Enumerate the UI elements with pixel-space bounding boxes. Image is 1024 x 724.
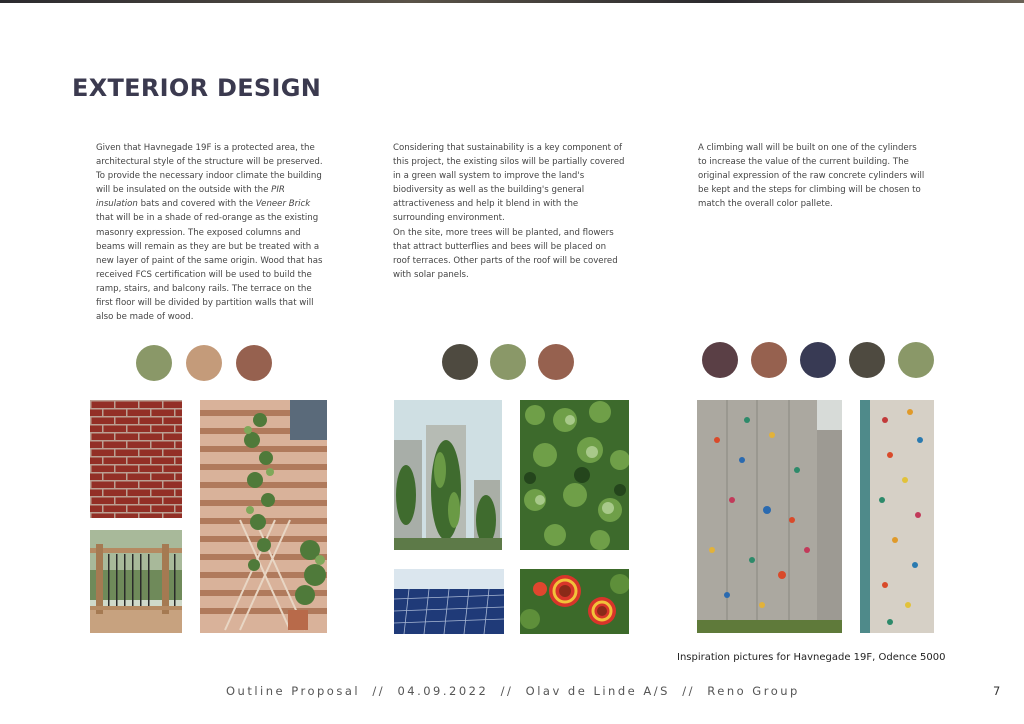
- footer-text: Outline Proposal // 04.09.2022 // Olav de Linde A/S // Reno Group: [226, 684, 800, 698]
- top-border: [0, 0, 1024, 3]
- emphasis-veneer-brick: Veneer Brick: [255, 199, 311, 210]
- text-span: Given that Havnegade 19F is a protected area, the architectural style of the structure will be preserved. To provide the necessary indoor climate the building will be insulated on the outside with the: [96, 143, 323, 196]
- wood-lattice-image: [200, 400, 327, 633]
- text-span: that will be in a shade of red-orange as the existing masonry expression. The exposed columns and beams will remain as they are but be treated with a new layer of paint of the same origin. Wood that has received FCS certification will be used to build the ramp, stairs, and balcony rails. The terrace on the first floor will be divided by partition walls that will also be made of wood.: [96, 213, 323, 323]
- page-number: 7: [993, 684, 1001, 698]
- text-column-climbing-wall: [698, 141, 928, 211]
- paragraph: Considering that sustainability is a key component of this project, the existing silos will be partially covered in a green wall system to improve the land's biodiversity as well as the building's general attractiveness and help it blend in with the surrounding environment.: [393, 143, 625, 224]
- text-column-sustainability: [393, 141, 625, 282]
- brick-wall-image: [90, 400, 182, 518]
- green-wall-image: [520, 400, 629, 550]
- paragraph: A climbing wall will be built on one of the cylinders to increase the value of the current building. The original expression of the raw concrete cylinders will be kept and the steps for climbing will be chosen to match the overall color pallete.: [698, 143, 925, 210]
- text-span: bats and covered with the: [137, 199, 256, 210]
- climbing-silo-image: [697, 400, 842, 633]
- color-swatch: [186, 345, 222, 381]
- emphasis-pir-insulation: PIR insulation: [96, 185, 285, 210]
- color-swatch: [898, 342, 934, 378]
- color-swatch: [442, 344, 478, 380]
- color-swatch: [236, 345, 272, 381]
- color-swatch: [849, 342, 885, 378]
- climbing-wall-detail-image: [860, 400, 934, 633]
- balcony-railing-image: [90, 530, 182, 633]
- text-column-insulation: [96, 141, 328, 324]
- page-title: EXTERIOR DESIGN: [72, 74, 322, 102]
- flowers-image: [520, 569, 629, 634]
- color-swatch: [136, 345, 172, 381]
- color-swatch: [702, 342, 738, 378]
- color-swatch: [751, 342, 787, 378]
- color-swatch: [538, 344, 574, 380]
- image-caption: Inspiration pictures for Havnegade 19F, Odence 5000: [677, 652, 946, 663]
- paragraph: [96, 141, 328, 324]
- solar-panels-image: [394, 569, 504, 634]
- color-swatch: [800, 342, 836, 378]
- color-swatch: [490, 344, 526, 380]
- green-silos-image: [394, 400, 502, 550]
- paragraph: On the site, more trees will be planted, and flowers that attract butterflies and bees will be placed on roof terraces. Other parts of the roof will be covered with solar panels.: [393, 227, 618, 280]
